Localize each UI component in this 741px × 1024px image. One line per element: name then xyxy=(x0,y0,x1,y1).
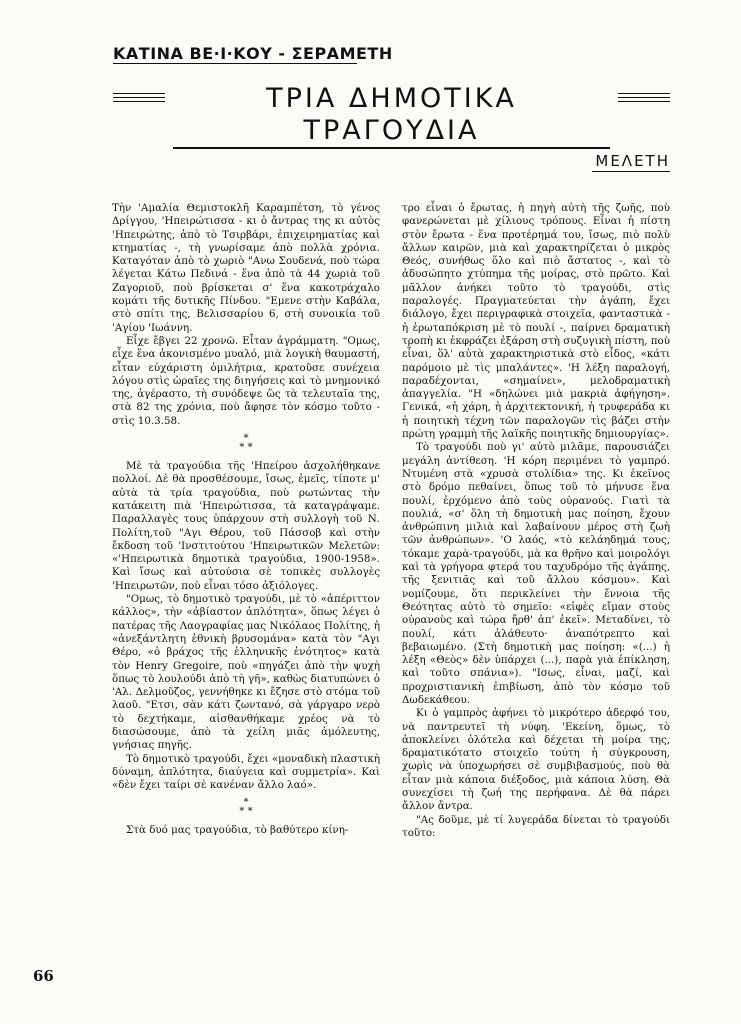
paragraph: "Ας δοῦμε, μὲ τί λυγεράδα δίνεται τὸ τραγούδι τοῦτο: xyxy=(402,813,670,839)
title-row xyxy=(113,83,670,146)
left-column xyxy=(112,202,380,838)
author-name: ΚΑΤΙΝΑ ΒΕ·Ι·ΚΟΥ - ΣΕΡΑΜΕΤΗ xyxy=(113,44,393,63)
paragraph: Τὴν 'Αμαλία Θεμιστοκλῆ Καραμπέτση, τὸ γένος Δρίγγου, 'Ηπειρώτισσα - κι ὁ ἄντρας της κι αὐτὸς 'Ηπειρώτης, ἀπὸ τὸ Τσιρβάρι, ἐπιχειρηματίας καὶ κτηματίας -, τὴ γνωρίσαμε ἀπὸ πολλὰ χρόνια. Καταγόταν ἀπὸ τὸ χωριὸ "Ανω Σουδενά, ποὺ τώρα λέγεται Κάτω Πεδινά - ἕνα ἀπὸ τὰ 44 χωριὰ τοῦ Ζαγοριοῦ, ποὺ βρίσκεται σ' ἕνα κακοτράχαλο κομάτι τῆς δυτικῆς Πίνδου. "Εμενε στὴν Καβάλα, στὸ σπίτι της, Βελισσαρίου 6, στὴ συνοικία τοῦ 'Αγίου 'Ιωάννη. xyxy=(112,202,380,334)
paragraph: Κι ὁ γαμπρὸς ἀφήνει τὸ μικρότερο ἀδερφό του, νὰ παντρευτεῖ τὴ νύφη. 'Εκείνη, ὅμως, τὸ ἀποκλείνει ὁλότελα καὶ δέχεται τὴ μοίρα της, δραματικότατο στοιχεῖο τούτη ἡ σύγκρουση, χωρὶς νὰ ὑποχωρήσει σὲ συμβιβασμούς, ποὺ θὰ εἶταν μιὰ κάποια διέξοδος, μιὰ κάποια λύση. Θὰ συνεχίσει τὴ ζωή της περήφανα. Δὲ θὰ πάρει ἄλλον ἄντρα. xyxy=(402,707,670,813)
article-subtitle: ΜΕΛΕΤΗ xyxy=(595,152,670,170)
paragraph: "Ομως, τὸ δημοτικὸ τραγούδι, μὲ τὸ «ἀπέριττον κάλλος», τὴν «ἀβίαστον ἁπλότητα», ὅπως λέγει ὁ πατέρας τῆς Λαογραφίας μας Νικόλαος Πολίτης, ἡ «ἀνεξάντλητη ἐθνικὴ βρυσομάνα» κατὰ τὸν "Αγι Θέρο, «ὁ βράχος τῆς ἑλληνικῆς ἑνότητος» κατὰ τὸν Henry Gregoire, ποὺ «πηγάζει ἀπὸ τὴν ψυχὴ ὅπως τὸ λουλούδι ἀπὸ τὴ γῆ», καθὼς διατυπώνει ὁ 'Αλ. Δελμοῦζος, γεννήθηκε κι ἔζησε στὸ στόμα τοῦ λαοῦ. "Ετσι, σὰν κάτι ζωντανό, σὰ γάργαρο νερὸ τὸ δεχτήκαμε, αἰσθανθήκαμε χρέος νὰ τὸ διασώσουμε, ἀπὸ τὰ χείλη μιᾶς ἀμόλευτης, γνήσιας πηγῆς. xyxy=(112,593,380,752)
paragraph: Τὸ δημοτικὸ τραγούδι, ἔχει «μοναδικὴ πλαστικὴ δύναμη, ἁπλότητα, διαύγεια καὶ συμμετρία». Καὶ «δὲν ἔχει ταίρι σὲ κανέναν ἄλλο λαό». xyxy=(112,752,380,792)
paragraph: Μὲ τὰ τραγούδια τῆς 'Ηπείρου ἀσχολήθηκανε πολλοί. Δὲ θὰ προσθέσουμε, ἴσως, ἐμεῖς, τίποτε μ' αὐτὰ τὰ τρία τραγούδια, ποὺ ρωτώντας τὴν κατάκειτη πιὰ 'Ηπειρώτισσα, τὰ καταγράψαμε. Παραλλαγὲς τους ὑπάρχουν στὴ συλλογὴ τοῦ Ν. Πολίτη,τοῦ "Αγι Θέρου, τοῦ Πάσσοβ καὶ στὴν ἔκδοση τοῦ 'Ινστιτούτου 'Ηπειρωτικῶν Μελετῶν: «'Ηπειρωτικὰ δημοτικὰ τραγούδια, 1900-1958». Καὶ ἴσως καὶ αὐτούσια σὲ τοπικὲς συλλογὲς 'Ηπειρωτῶν, ποὺ εἶναι τόσο ἀξιόλογες. xyxy=(112,460,380,592)
section-stars: * * * xyxy=(239,433,253,454)
subtitle-underline xyxy=(592,171,670,172)
right-column xyxy=(402,202,670,840)
author-underline xyxy=(113,63,357,64)
page-number: 66 xyxy=(33,967,54,985)
paragraph: τρο εἶναι ὁ ἔρωτας, ἡ πηγὴ αὐτὴ τῆς ζωῆς, ποὺ φανερώνεται μὲ χίλιους τρόπους. Εἶναι ἡ πίστη στὸν ἔρωτα - ἕνα προτέρημά του, ἴσως, πιὸ πολὺ ἄλλων καιρῶν, μιὰ καὶ χαρακτηρίζεται ὁ μικρὸς Θεός, συνήθως ὅλο καὶ πιὸ ἄστατος -, καὶ τὸ ἀδυσώπητο χτύπημα τῆς μοίρας, στὸ πρῶτο. Καὶ μᾶλλον ἀνήκει τοῦτο τὸ τραγούδι, στὶς παραλογές. Πραγματεύεται τὴν ἀγάπη, ἔχει διάλογο, ἔχει περιγραφικὰ στοιχεῖα, φανταστικὰ - ἡ ἐρωταπόκριση μὲ τὸ πουλί -, παίρνει δραματικὴ τροπὴ κι ἐκφράζει ἐξάρση στὴ συζυγικὴ πίστη, ποὺ εἶναι, ὅλ' αὐτὰ χαρακτηριστικὰ στὸ εἶδος, «κάτι παρόμοιο μὲ τὶς μπαλάντες». 'Η λέξη παραλογή, παραδέχονται, «σημαίνει», μελοδραματικὴ ἀπαγγελία. "Η «δηλώνει μιὰ μακριὰ ἀφήγηση». Γενικά, «ἡ χάρη, ἡ ἀρχιτεκτονική, ἡ τρυφεράδα κι ἡ ποιητικὴ τέχνη τῶν παραλογῶν τὶς βάζει στὴν πρώτη γραμμὴ τῆς λαϊκῆς ποιητικῆς δημιουργίας». xyxy=(402,202,670,441)
paragraph: Εἶχε ἔβγει 22 χρονῶ. Εἶταν ἀγράμματη. "Ομως, εἶχε ἕνα ἀκονισμένο μυαλό, μιὰ λογικὴ θαυμαστή, εἶταν εὐχάριστη ὁμιλήτρια, κρατοῦσε συνέχεια λόγου στὶς ὡραῖες της διηγήσεις καὶ τὸ μνημονικό της, ἀγέραστο, τὴ συνόδεψε ὥς τὰ τελευταῖα της, στὰ 82 της χρόνια, ποὺ ἄφησε τὸν κόσμο τοῦτο - στὶς 10.3.58. xyxy=(112,334,380,427)
title-left-rules xyxy=(113,93,165,107)
paragraph: Τὸ τραγούδι ποὺ γι' αὐτὸ μιλᾶμε, παρουσιάζει μεγάλη ἀντίθεση. 'Η κόρη περιμένει τὸ γαμπρό. Ντυμένη στὰ «χρυσὰ στολίδια» της. Κι ἐκεῖνος στὸ δρόμο πεθαίνει, ὅπως τοῦ τὸ μήνυσε ἕνα πουλί, ἐρχόμενο ἀπὸ τοὺς οὐρανούς. Γιατὶ τὰ πουλιά, «σ' ὅλη τὴ δημοτικὴ μας ποίηση, ἔχουν ἀνθρώπινη μιλιὰ καὶ λαβαίνουν μέρος στὴ ζωὴ τῶν ἀνθρώπων». 'Ο λαός, «τὸ κελάηδημά τους, τόκαμε χαρὰ-τραγούδι, μὰ κα θρῆνο καὶ μοιρολόγι καὶ τὰ γρήγορα φτερά του ταχυδρόμο τῆς ἀγάπης, τῆς ξενιτιᾶς καὶ τοῦ ἄλλου κόσμου». Καὶ νομίζουμε, ὅτι περικλείνει τὴν ἔννοια τῆς Θεότητας αὐτὸ τὸ σημεῖο: «εἰφὲς εἴμαν στοὺς οὐρανοὺς καὶ τώρα ἤρθ' ἀπ' ἐκεῖ». Μεταδίνει, τὸ πουλί, κάτι ἀλάθευτο· ἀναπότρεπτο καὶ βεβαιωμένο. (Στὴ δημοτικὴ μας ποίηση: «(...) ἡ λέξη «Θεὸς» δὲν ὑπάρχει (...), παρὰ γιὰ ἐπίκληση, καὶ τοῦτο σπάνια»). "Ισως, εἶναι, μαζί, καὶ προχριστιανικὴ ἐπιβίωση, ἀπὸ τὸν κόσμο τοῦ Δωδεκάθεου. xyxy=(402,441,670,706)
title-right-rules xyxy=(618,93,670,107)
section-stars: * * * xyxy=(239,797,253,818)
paragraph: Στὰ δυό μας τραγούδια, τὸ βαθύτερο κίνη- xyxy=(126,824,349,837)
article-title: ΤΡΙΑ ΔΗΜΟΤΙΚΑ ΤΡΑΓΟΥΔΙΑ xyxy=(173,83,610,149)
